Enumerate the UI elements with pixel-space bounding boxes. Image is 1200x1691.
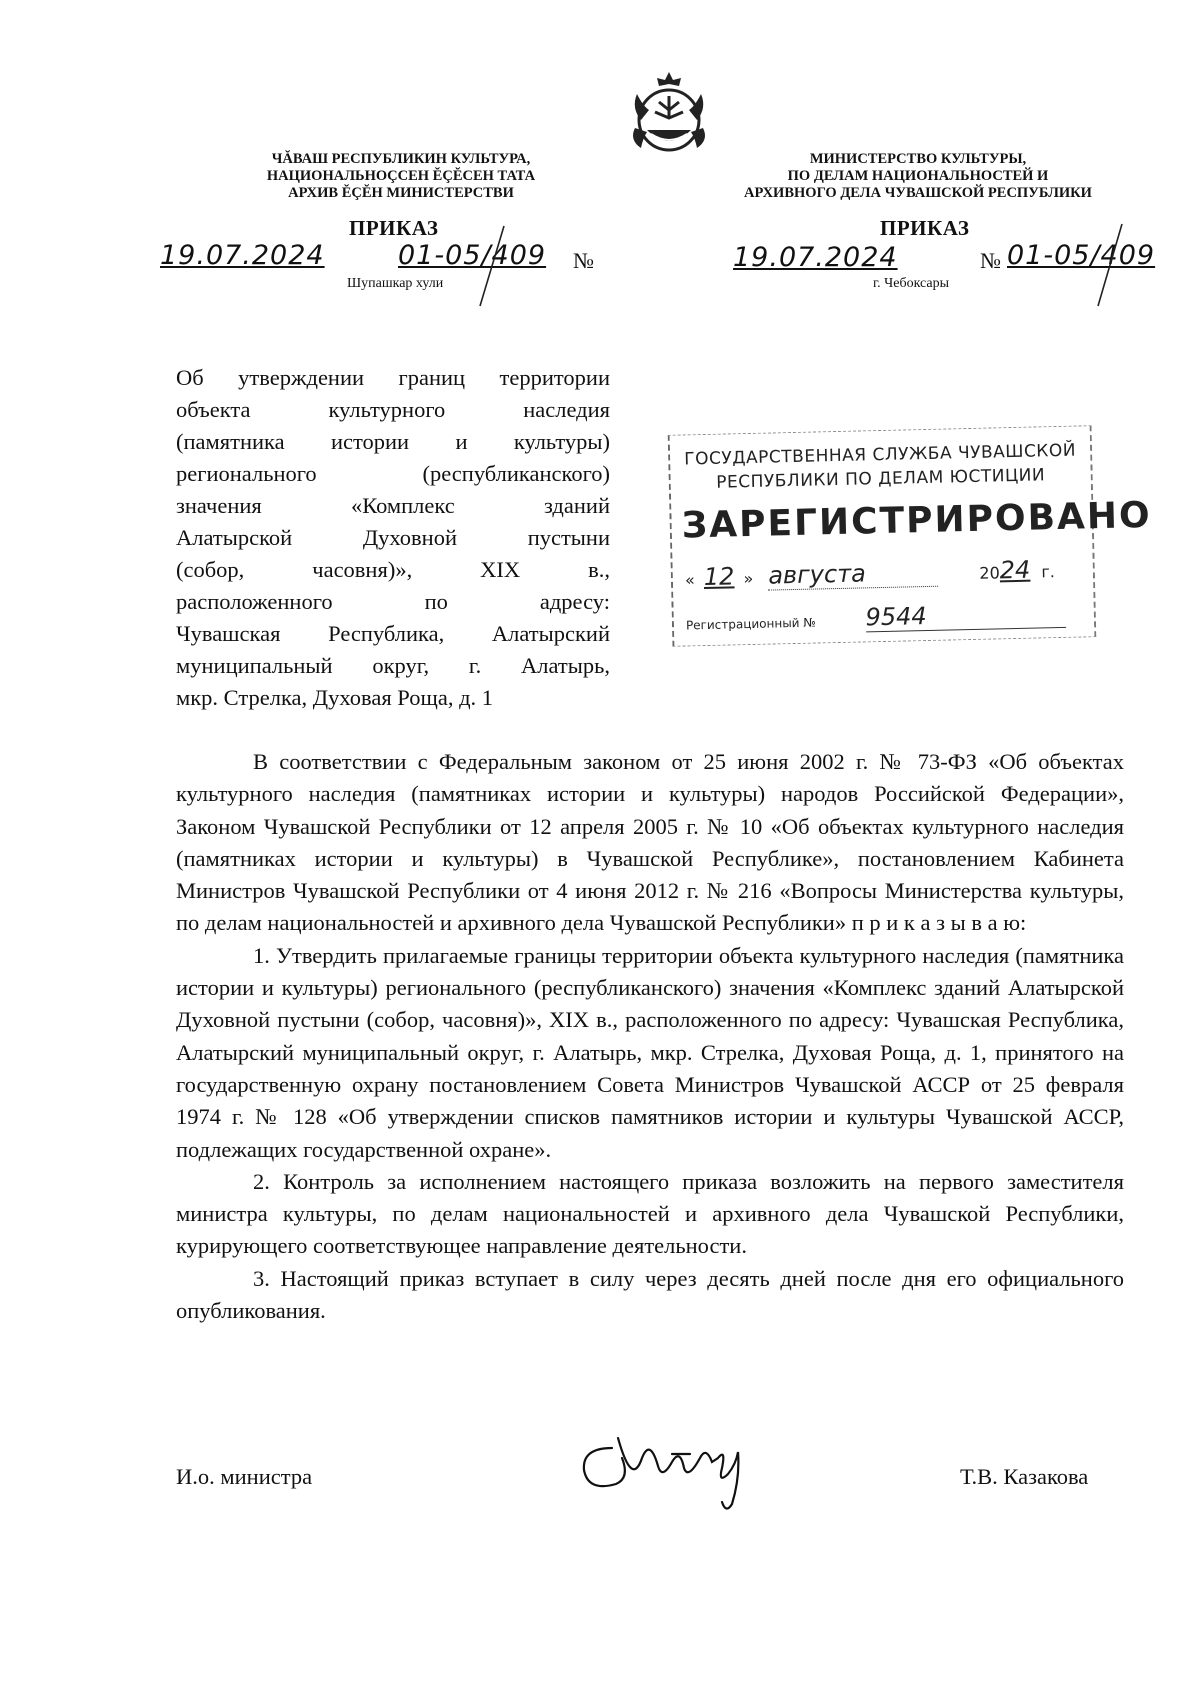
title-line: значения «Комплекс зданий — [176, 493, 610, 518]
document-body — [176, 746, 1124, 1327]
stamp-org-line1: ГОСУДАРСТВЕННАЯ СЛУЖБА ЧУВАШСКОЙ — [684, 440, 1077, 470]
body-intro: В соответствии с Федеральным законом от 25 июня 2002 г. № 73-ФЗ «Об объектах культурного наследия (памятниках истории и культуры) народов Российской Федерации», Законом Чувашской Республики от 12 апреля 2005 г. № 10 «Об объектах культурного наследия (памятниках истории и культуры) в Чувашской Республике», постановлением Кабинета Министров Чувашской Республики от 4 июня 2012 г. № 216 «Вопросы Министерства культуры, по делам национальностей и архивного дела Чувашской Республики» п р и к а з ы в а ю: — [176, 749, 1124, 936]
header-left-line3: АРХИВ ĔÇĔН МИНИСТЕРСТВИ — [288, 185, 514, 201]
title-line: объекта культурного наследия — [176, 397, 610, 422]
stamp-status: ЗАРЕГИСТРИРОВАНО — [681, 494, 1153, 547]
header-right-org — [708, 151, 1128, 202]
header-left-number: 01-05/409 — [398, 240, 547, 271]
stamp-year-suffix: 24 — [999, 555, 1031, 585]
title-line: Алатырской Духовной пустыни — [176, 525, 610, 550]
header-left-place: Шупашкар хули — [347, 276, 444, 291]
header-left-line1: ЧĂВАШ РЕСПУБЛИКИН КУЛЬТУРА, — [271, 151, 531, 167]
stamp-day: 12 — [703, 562, 735, 592]
header-right-number-sign: № — [980, 248, 1001, 273]
header-left-org — [236, 151, 566, 202]
body-item-1: 1. Утвердить прилагаемые границы территории объекта культурного наследия (памятника истории и культуры) регионального (республиканского) значения «Комплекс зданий Алатырской Духовной пустыни (собор, часовня)», XIX в., расположенного по адресу: Чувашская Республика, Алатырский муниципальный округ, г. Алатырь, мкр. Стрелка, Духовая Роща, д. 1, принятого на государственную охрану постановлением Совета Министров Чувашской АССР от 25 февраля 1974 г. № 128 «Об утверждении списков памятников истории и культуры Чувашской АССР, подлежащих государственной охране». — [176, 942, 1124, 1162]
header-left-slash — [476, 224, 506, 308]
chuvash-emblem-icon — [621, 68, 717, 160]
title-line: расположенного по адресу: — [176, 589, 610, 614]
title-line: мкр. Стрелка, Духовая Роща, д. 1 — [176, 685, 494, 710]
title-line: (собор, часовня)», XIX в., — [176, 557, 610, 582]
stamp-reg-row — [686, 598, 1085, 636]
header-right-number: 01-05/409 — [1007, 240, 1156, 271]
stamp-reg-number: 9544 — [865, 599, 1066, 633]
header-right-doc-type: ПРИКАЗ — [880, 216, 970, 240]
header-right-place: г. Чебоксары — [873, 276, 950, 291]
stamp-quote-open: « — [684, 570, 695, 590]
title-line: муниципальный округ, г. Алатырь, — [176, 653, 610, 678]
document-title — [176, 362, 610, 714]
header-left-line2: НАЦИОНАЛЬНОÇСЕН ĔÇĔСЕН ТАТА — [266, 168, 536, 184]
header-right-slash — [1094, 222, 1124, 308]
title-line: Чувашская Республика, Алатырский — [176, 621, 610, 646]
body-item-3: 3. Настоящий приказ вступает в силу через десять дней после дня его официального опубликования. — [176, 1265, 1124, 1324]
title-line: регионального (республиканского) — [176, 461, 610, 486]
header-left-doc-type: ПРИКАЗ — [349, 216, 439, 240]
stamp-year-unit: г. — [1041, 562, 1056, 582]
header-right-line3: АРХИВНОГО ДЕЛА ЧУВАШСКОЙ РЕСПУБЛИКИ — [744, 185, 1092, 201]
handwritten-signature — [572, 1418, 762, 1518]
body-item-2: 2. Контроль за исполнением настоящего приказа возложить на первого заместителя министра культуры, по делам национальностей и архивного дела Чувашской Республики, курирующего соответствующее направление деятельности. — [176, 1168, 1124, 1259]
header-right-line1: МИНИСТЕРСТВО КУЛЬТУРЫ, — [809, 151, 1027, 167]
registration-stamp — [668, 425, 1153, 647]
stamp-date-row — [685, 554, 1084, 592]
title-line: Об утверждении границ территории — [176, 365, 610, 390]
stamp-quote-close: » — [743, 568, 754, 589]
stamp-year-prefix: 20 — [979, 563, 1000, 583]
header-right-line2: ПО ДЕЛАМ НАЦИОНАЛЬНОСТЕЙ И — [787, 168, 1049, 184]
title-line: (памятника истории и культуры) — [176, 429, 610, 454]
stamp-org-line2: РЕСПУБЛИКИ ПО ДЕЛАМ ЮСТИЦИИ — [716, 465, 1046, 493]
stamp-month: августа — [768, 558, 939, 591]
header-left-date: 19.07.2024 — [160, 240, 325, 271]
signer-name: Т.В. Казакова — [960, 1464, 1089, 1489]
header-right-date: 19.07.2024 — [733, 242, 898, 273]
header-left-number-sign: № — [573, 248, 594, 273]
stamp-reg-label: Регистрационный № — [685, 615, 816, 633]
signer-role: И.о. министра — [176, 1464, 313, 1489]
